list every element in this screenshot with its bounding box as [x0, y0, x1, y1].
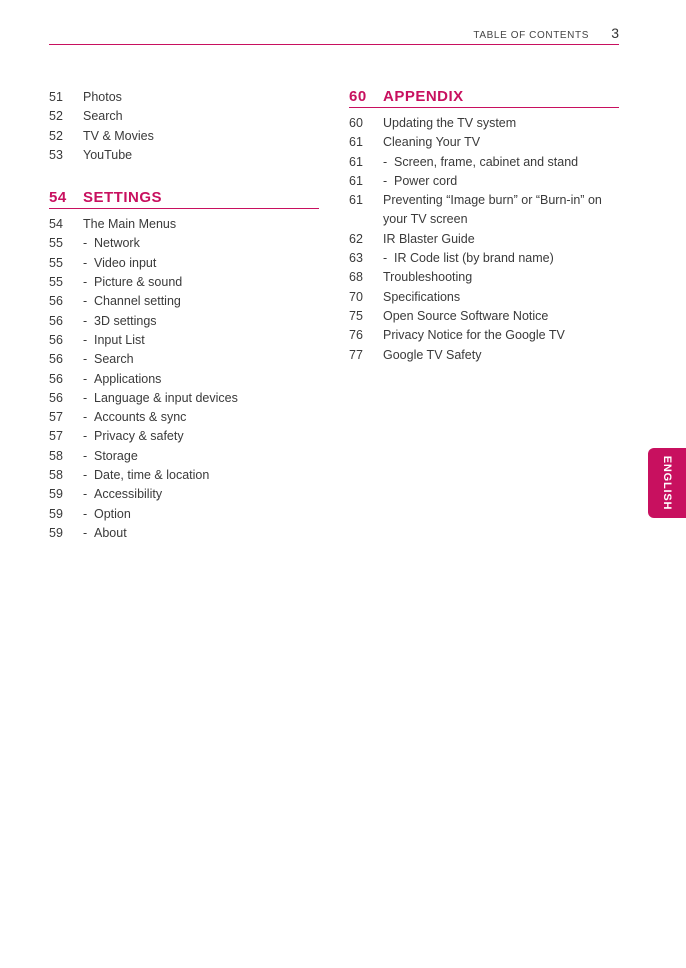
- entry-text: Google TV Safety: [383, 347, 482, 362]
- entry-page: 53: [49, 147, 63, 162]
- toc-entry[interactable]: [49, 88, 319, 107]
- entry-text: - Accessibility: [83, 485, 319, 504]
- toc-entry[interactable]: [49, 127, 319, 146]
- page-number: 3: [611, 25, 619, 41]
- entry-page: 55: [49, 236, 63, 251]
- section-spacer: [49, 165, 319, 189]
- entry-page: 58: [49, 468, 63, 483]
- section-heading-appendix[interactable]: [349, 88, 619, 108]
- entry-text: YouTube: [83, 147, 133, 162]
- entry-page: 56: [49, 294, 63, 309]
- toc-left-column: [49, 88, 319, 543]
- entry-text: - Picture & sound: [83, 273, 319, 292]
- toc-subentry[interactable]: [49, 485, 319, 504]
- language-tab: [648, 448, 686, 518]
- entry-text: - Accounts & sync: [83, 408, 319, 427]
- entry-page: 56: [49, 313, 63, 328]
- entry-text: - Screen, frame, cabinet and stand: [383, 153, 619, 172]
- section-page: 54: [49, 189, 67, 207]
- entry-page: 57: [49, 429, 63, 444]
- toc-subentry[interactable]: [49, 408, 319, 427]
- entry-text: - Storage: [83, 447, 319, 466]
- toc-entry[interactable]: [349, 307, 619, 326]
- entry-text: Privacy Notice for the Google TV: [383, 328, 565, 343]
- page-header: [49, 24, 619, 45]
- entry-page: 76: [349, 328, 363, 343]
- entry-page: 75: [349, 308, 363, 323]
- entry-text: - Privacy & safety: [83, 427, 319, 446]
- toc-subentry[interactable]: [49, 254, 319, 273]
- entry-text: - 3D settings: [83, 312, 319, 331]
- entry-text: Preventing “Image burn” or “Burn-in” on your TV screen: [383, 193, 602, 227]
- entry-page: 55: [49, 275, 63, 290]
- toc-entry[interactable]: [349, 288, 619, 307]
- entry-text: Search: [83, 109, 123, 124]
- toc-subentry[interactable]: [49, 389, 319, 408]
- entry-page: 52: [49, 109, 63, 124]
- toc-subentry[interactable]: [49, 292, 319, 311]
- section-title: SETTINGS: [83, 189, 163, 207]
- header-title: TABLE OF CONTENTS: [473, 30, 589, 41]
- toc-subentry[interactable]: [49, 350, 319, 369]
- toc-entries-appendix: [349, 114, 619, 365]
- entry-text: Troubleshooting: [383, 270, 473, 285]
- entry-text: - Search: [83, 350, 319, 369]
- entry-page: 62: [349, 231, 363, 246]
- toc-entry[interactable]: [349, 326, 619, 345]
- entry-page: 61: [349, 173, 363, 188]
- entry-page: 59: [49, 525, 63, 540]
- toc-subentry[interactable]: [49, 331, 319, 350]
- toc-entry[interactable]: [349, 268, 619, 287]
- toc-entries-settings: [49, 215, 319, 543]
- entry-page: 61: [349, 193, 363, 208]
- entry-page: 57: [49, 410, 63, 425]
- toc-subentry[interactable]: [49, 427, 319, 446]
- toc-subentry[interactable]: [49, 466, 319, 485]
- toc-subentry[interactable]: [49, 273, 319, 292]
- toc-subentry[interactable]: [349, 249, 619, 268]
- entry-text: - Power cord: [383, 172, 619, 191]
- entry-text: IR Blaster Guide: [383, 231, 475, 246]
- section-title: APPENDIX: [383, 88, 464, 105]
- toc-entry[interactable]: [49, 107, 319, 126]
- toc-entries-top: [49, 88, 319, 165]
- entry-text: - Video input: [83, 254, 319, 273]
- entry-text: - Date, time & location: [83, 466, 319, 485]
- entry-text: Updating the TV system: [383, 116, 517, 130]
- entry-page: 56: [49, 352, 63, 367]
- entry-text: - Input List: [83, 331, 319, 350]
- entry-text: - Language & input devices: [83, 389, 319, 408]
- toc-entry[interactable]: [349, 133, 619, 152]
- entry-text: Open Source Software Notice: [383, 308, 549, 323]
- entry-page: 70: [349, 289, 363, 304]
- section-heading-settings[interactable]: [49, 189, 319, 209]
- toc-entry[interactable]: [349, 191, 619, 230]
- entry-page: 61: [349, 154, 363, 169]
- toc-subentry[interactable]: [49, 370, 319, 389]
- entry-text: - Channel setting: [83, 292, 319, 311]
- entry-page: 60: [349, 116, 363, 130]
- toc-subentry[interactable]: [49, 447, 319, 466]
- toc-entry[interactable]: [349, 230, 619, 249]
- entry-text: - Option: [83, 505, 319, 524]
- entry-text: Photos: [83, 90, 122, 104]
- toc-entry[interactable]: [349, 114, 619, 133]
- section-page: 60: [349, 88, 367, 105]
- entry-text: - IR Code list (by brand name): [383, 249, 619, 268]
- toc-entry[interactable]: [49, 215, 319, 234]
- toc-entry[interactable]: [49, 146, 319, 165]
- toc-right-column: [349, 88, 619, 365]
- language-tab-label: ENGLISH: [661, 455, 673, 511]
- entry-text: The Main Menus: [83, 217, 177, 232]
- entry-page: 77: [349, 347, 363, 362]
- entry-text: Specifications: [383, 289, 461, 304]
- toc-subentry[interactable]: [349, 153, 619, 172]
- entry-text: - About: [83, 524, 319, 543]
- entry-page: 54: [49, 217, 63, 232]
- entry-page: 52: [49, 128, 63, 143]
- entry-text: Cleaning Your TV: [383, 135, 481, 150]
- entry-page: 56: [49, 332, 63, 347]
- toc-subentry[interactable]: [49, 312, 319, 331]
- entry-text: TV & Movies: [83, 128, 154, 143]
- entry-page: 56: [49, 371, 63, 386]
- entry-page: 61: [349, 135, 363, 150]
- entry-page: 51: [49, 90, 63, 104]
- entry-page: 55: [49, 255, 63, 270]
- entry-page: 58: [49, 448, 63, 463]
- toc-entry[interactable]: [349, 346, 619, 365]
- entry-page: 59: [49, 506, 63, 521]
- entry-page: 63: [349, 251, 363, 266]
- toc-subentry[interactable]: [49, 234, 319, 253]
- entry-text: - Network: [83, 234, 319, 253]
- toc-subentry[interactable]: [49, 524, 319, 543]
- entry-text: - Applications: [83, 370, 319, 389]
- entry-page: 56: [49, 390, 63, 405]
- toc-subentry[interactable]: [49, 505, 319, 524]
- toc-subentry[interactable]: [349, 172, 619, 191]
- entry-page: 68: [349, 270, 363, 285]
- entry-page: 59: [49, 487, 63, 502]
